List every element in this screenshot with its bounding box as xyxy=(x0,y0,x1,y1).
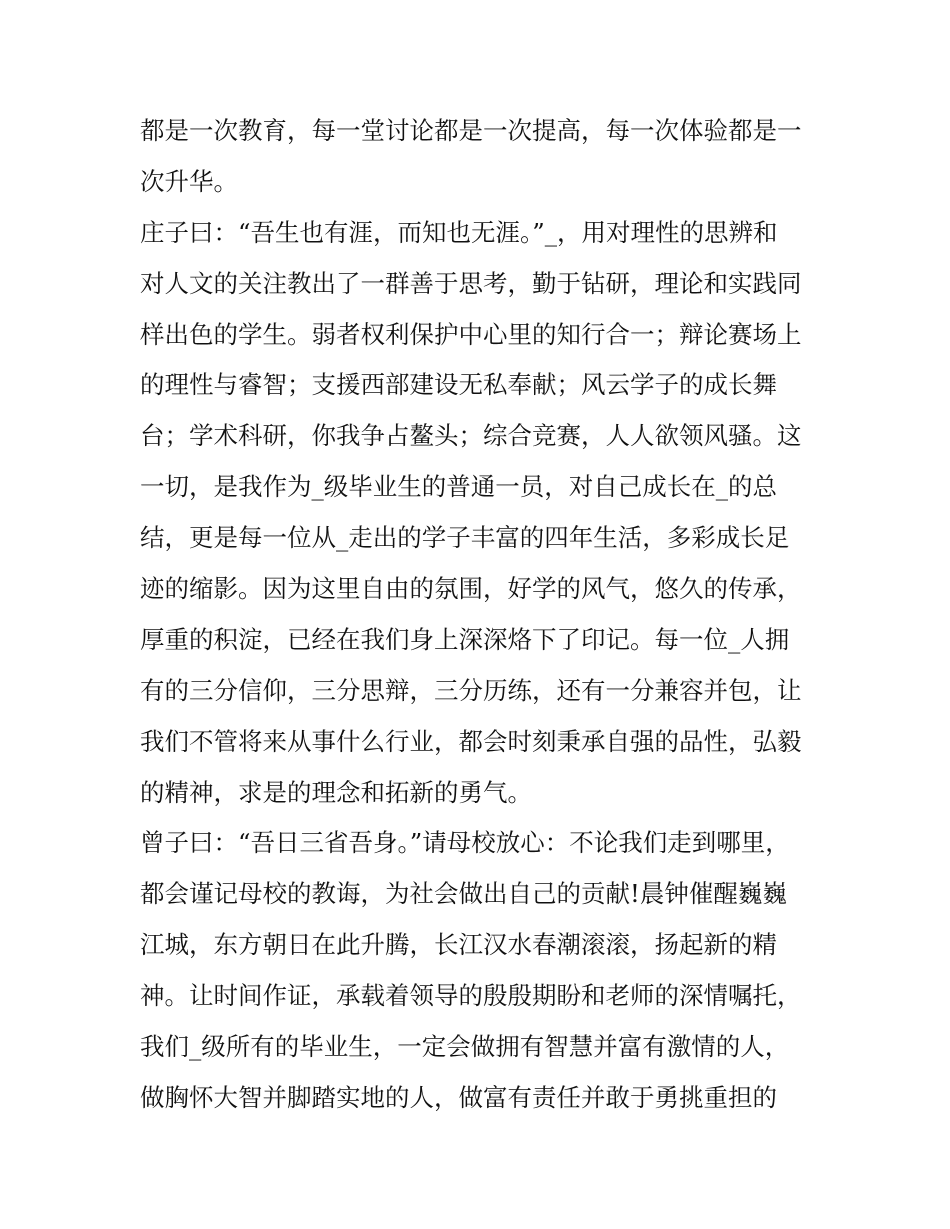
text-line: 结，更是每一位从_走出的学子丰富的四年生活，多彩成长足 xyxy=(140,523,790,553)
body-text xyxy=(140,106,820,1124)
text-line: 庄子曰：“吾生也有涯，而知也无涯。”_，用对理性的思辨和 xyxy=(140,217,778,247)
text-line: 样出色的学生。弱者权利保护中心里的知行合一；辩论赛场上 xyxy=(140,319,802,349)
text-line: 做胸怀大智并脚踏实地的人，做富有责任并敢于勇挑重担的 xyxy=(140,1082,777,1112)
text-line: 一切，是我作为_级毕业生的普通一员，对自己成长在_的总 xyxy=(140,472,777,502)
text-line: 厚重的积淀，已经在我们身上深深烙下了印记。每一位_人拥 xyxy=(140,624,790,654)
text-line: 曾子曰：“吾日三省吾身。”请母校放心：不论我们走到哪里， xyxy=(140,828,790,858)
text-line: 我们不管将来从事什么行业，都会时刻秉承自强的品性，弘毅 xyxy=(140,726,802,756)
text-line: 次升华。 xyxy=(140,166,238,196)
text-line: 的理性与睿智；支援西部建设无私奉献；风云学子的成长舞 xyxy=(140,370,777,400)
text-line: 都会谨记母校的教诲，为社会做出自己的贡献!晨钟催醒巍巍 xyxy=(140,879,787,909)
text-line: 对人文的关注教出了一群善于思考，勤于钻研，理论和实践同 xyxy=(140,268,802,298)
text-line: 的精神，求是的理念和拓新的勇气。 xyxy=(140,777,532,807)
text-line: 有的三分信仰，三分思辩，三分历练，还有一分兼容并包，让 xyxy=(140,675,802,705)
text-line: 江城，东方朝日在此升腾，长江汉水春潮滚滚，扬起新的精 xyxy=(140,930,777,960)
text-line: 我们_级所有的毕业生，一定会做拥有智慧并富有激情的人， xyxy=(140,1032,790,1062)
text-line: 都是一次教育，每一堂讨论都是一次提高，每一次体验都是一 xyxy=(140,116,802,145)
text-line: 神。让时间作证，承载着领导的殷殷期盼和老师的深情嘱托， xyxy=(140,981,802,1011)
text-line: 台；学术科研，你我争占鳌头；综合竞赛，人人欲领风骚。这 xyxy=(140,421,802,451)
text-line: 迹的缩影。因为这里自由的氛围，好学的风气，悠久的传承， xyxy=(140,574,802,604)
